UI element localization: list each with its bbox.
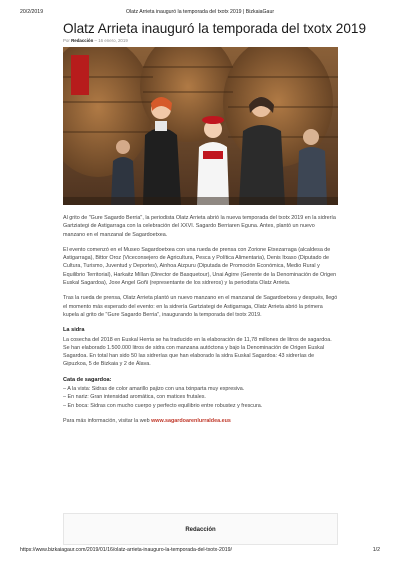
tasting-line-mouth: – En boca: Sidras con mucho cuerpo y perfecto equilibrio entre robustez y frescura. [63,402,263,409]
tasting-line-nose: – En nariz: Gran intensidad aromática, con matices frutales. [63,394,206,401]
print-page-number: 1/2 [372,547,380,553]
print-date: 20/2/2019 [20,9,44,15]
article-body [63,214,338,432]
tasting-heading: Cata de sagardoa: [63,376,112,383]
author-box [63,513,338,545]
article-title: Olatz Arrieta inauguró la temporada del txotx 2019 [63,21,367,36]
tasting-line-sight: – A la vista: Sidras de color amarillo pajizo con una txinparta muy expresiva. [63,386,245,393]
print-footer [20,547,380,557]
cider-paragraph: La cosecha del 2018 en Euskal Herria se ha traducido en la elaboración de 11,78 millones de litros de sagardoa. Se han elaborado 1.500.000 litros de sidra con manzana autóctona y bajo la Denominación de Origen Euskal Sagardoa. En total han sido 50 las sidrerías que han elaborado la sidra Euskal Sagardoa: 43 sidrerías de Gipuzkoa, 5 de Bizkaia y 2 de Álava. [63,336,332,368]
print-url: https://www.bizkaiagaur.com/2019/01/16/olatz-arrieta-inauguro-la-temporada-del-txotx-2019/ [20,547,232,553]
cider-heading: La sidra [63,327,85,334]
paragraph-intro: Al grito de "Gure Sagardo Berria", la periodista Olatz Arrieta abrió la nueva temporada del txotx 2019 en la sidrería Gartziategi de Astigarraga con la celebración del XXVI. Sagardo Berriaren Eguna. Antes, plantó un nuevo manzano en el manzanal de Sagardoetxea. [63,215,336,238]
website-link[interactable]: www.sagardoarenlurraldea.eus [151,417,231,424]
article-photo [63,47,338,205]
more-info-text: Para más información, visitar la web [63,417,152,424]
tasting-list [63,385,338,410]
more-info-paragraph [63,417,338,425]
print-document-title: Olatz Arrieta inauguró la temporada del txotx 2019 | BizkaiaGaur [125,9,275,15]
author-link[interactable]: Redacción [71,38,94,43]
article-meta [63,38,128,43]
publish-date: 16 enero, 2019 [98,38,128,43]
paragraph-event: El evento comenzó en el Museo Sagardoetxea con una rueda de prensa con Zorione Etxezarraga (alcaldesa de Astigarraga), Bittor Oroz (Viceconsejero de Agricultura, Pesca y Política Alimentaria), Denis Itxaso (Diputado de Cultura, Turismo, Juventud y Deportes), Ainhoa Aizpuru (Diputada de Promoción Económica, Medio Rural y Equilibrio Territorial), Harkaitz Millan (Director de Basquetour), Unai Agirre (Gerente de la Denominación de Origen Euskal Sagardoa), Joxe Angel Goñi (representante de los sidreros) y la periodista Olatz Arrieta. [63,246,337,287]
meta-prefix: Por [63,38,70,43]
print-header [20,9,380,19]
author-box-name[interactable]: Redacción [185,527,216,533]
paragraph-kupela: Tras la rueda de prensa, Olatz Arrieta plantó un nuevo manzano en el manzanal de Sagardoetxea y después, llegó el momento más esperado del evento: en la sidrería Gartziategi de Astigarraga, Olatz Arrieta abrió la primera kupela al grito de "Gure Sagardo Berria", inaugurando la temporada del txotx 2019. [63,295,338,318]
meta-separator: – [94,38,97,43]
